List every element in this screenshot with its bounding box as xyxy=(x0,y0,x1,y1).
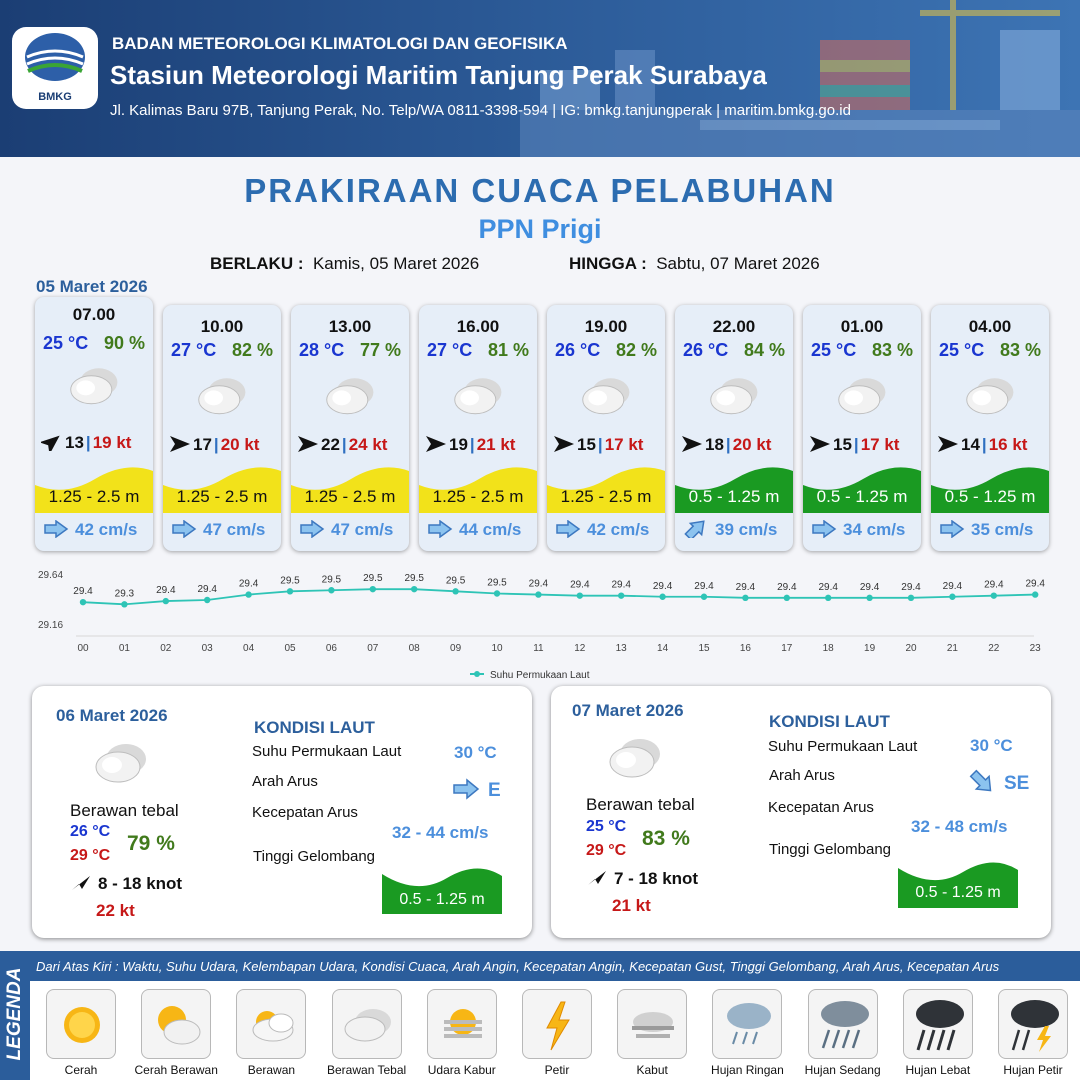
legend-item-label: Hujan Petir xyxy=(1003,1063,1063,1077)
x-tick-label: 11 xyxy=(533,643,544,654)
sun-icon xyxy=(53,996,111,1054)
forecast-time: 01.00 xyxy=(840,317,884,336)
data-point xyxy=(908,595,914,601)
forecast-humidity: 83 % xyxy=(999,340,1041,360)
day2-panel xyxy=(32,686,532,938)
data-label: 29.4 xyxy=(777,581,797,593)
data-point xyxy=(991,592,997,598)
forecast-gust: 20 kt xyxy=(220,435,260,454)
data-label: 29.4 xyxy=(942,580,963,592)
day3-sst: 30 °C xyxy=(970,736,1013,755)
day2-current-direction xyxy=(452,778,501,802)
current-arrow-icon xyxy=(555,520,581,538)
current-arrow-icon xyxy=(427,520,453,538)
forecast-gust: 17 kt xyxy=(604,435,644,454)
legend-item-label: Cerah xyxy=(64,1063,98,1077)
forecast-card xyxy=(931,305,1049,551)
haze-icon xyxy=(434,996,492,1054)
day2-wind-speed: 8 - 18 knot xyxy=(98,874,183,893)
day3-gust: 21 kt xyxy=(612,896,651,915)
day2-date: 06 Maret 2026 xyxy=(56,706,168,725)
forecast-current-speed: 39 cm/s xyxy=(715,520,778,539)
forecast-card xyxy=(35,297,153,551)
data-label: 29.4 xyxy=(197,584,217,595)
x-tick-label: 13 xyxy=(615,643,627,654)
data-label: 29.4 xyxy=(901,581,921,593)
sun-cloud-icon xyxy=(148,996,206,1054)
overcast-icon xyxy=(606,736,666,780)
forecast-humidity: 84 % xyxy=(743,340,785,360)
wind-arrow-icon xyxy=(553,435,575,453)
data-label: 29.5 xyxy=(404,573,424,585)
forecast-time: 13.00 xyxy=(328,317,372,336)
legend-item xyxy=(522,989,592,1059)
forecast-temperature: 27 °C xyxy=(427,340,473,360)
legend-description: Dari Atas Kiri : Waktu, Suhu Udara, Kelembapan Udara, Kondisi Cuaca, Arah Angin, Kecepatan Angin, Kecepatan Gust, Tinggi Gelombang, Arah Arus, Kecepatan Arus xyxy=(30,951,1080,981)
forecast-temperature: 28 °C xyxy=(299,340,345,360)
day1-date: 05 Maret 2026 xyxy=(36,277,148,296)
x-tick-label: 03 xyxy=(201,643,213,654)
day2-humidity: 79 % xyxy=(127,832,175,855)
x-tick-label: 01 xyxy=(118,643,130,654)
wind-arrow-icon xyxy=(681,435,703,453)
valid-to-label: HINGGA : xyxy=(569,254,647,273)
logo-text: BMKG xyxy=(38,91,72,103)
valid-from-label: BERLAKU : xyxy=(210,254,304,273)
forecast-wind: 15 | 17 kt xyxy=(553,435,663,455)
forecast-wind-speed: 13 xyxy=(65,433,84,452)
forecast-card xyxy=(163,305,281,551)
forecast-humidity: 90 % xyxy=(103,333,145,353)
valid-to xyxy=(569,254,820,274)
legend-item-label: Berawan xyxy=(247,1063,296,1077)
data-point xyxy=(949,594,955,600)
legend-item xyxy=(236,989,306,1059)
fog-icon xyxy=(624,996,682,1054)
day2-sst: 30 °C xyxy=(454,743,497,762)
day2-sst-label: Suhu Permukaan Laut xyxy=(252,743,402,760)
overcast-icon xyxy=(579,375,635,417)
data-point xyxy=(80,599,86,605)
wind-arrow-icon xyxy=(297,435,319,453)
forecast-gust: 24 kt xyxy=(348,435,388,454)
x-tick-label: 20 xyxy=(905,643,917,654)
x-tick-label: 10 xyxy=(491,643,503,654)
overcast-icon xyxy=(339,996,397,1054)
station-address: Jl. Kalimas Baru 97B, Tanjung Perak, No. Telp/WA 0811-3398-594 | IG: bmkg.tanjungperak | maritim.bmkg.go.id xyxy=(110,102,851,119)
forecast-wind: 15 | 17 kt xyxy=(809,435,919,455)
data-point xyxy=(618,592,624,598)
x-tick-label: 19 xyxy=(864,643,876,654)
forecast-card xyxy=(291,305,409,551)
day2-wave-height: 0.5 - 1.25 m xyxy=(399,891,485,908)
forecast-wind: 13 | 19 kt xyxy=(41,433,151,453)
x-tick-label: 14 xyxy=(657,643,669,654)
forecast-time: 22.00 xyxy=(712,317,756,336)
forecast-gust: 16 kt xyxy=(988,435,1028,454)
forecast-current-speed: 47 cm/s xyxy=(203,520,266,539)
data-label: 29.4 xyxy=(1025,578,1045,590)
day3-condition: Berawan tebal xyxy=(586,795,695,814)
forecast-temperature: 26 °C xyxy=(555,340,601,360)
legend-item xyxy=(617,989,687,1059)
forecast-wave-height: 1.25 - 2.5 m xyxy=(176,487,268,506)
valid-to-value: Sabtu, 07 Maret 2026 xyxy=(656,254,820,273)
forecast-card xyxy=(419,305,537,551)
wind-arrow-icon xyxy=(169,435,191,453)
overcast-icon xyxy=(92,741,152,785)
light-rain-icon xyxy=(719,996,777,1054)
day3-wind xyxy=(586,869,698,889)
data-label: 29.5 xyxy=(445,575,466,587)
forecast-wind: 14 | 16 kt xyxy=(937,435,1047,455)
day3-wave-label: Tinggi Gelombang xyxy=(769,841,892,858)
data-point xyxy=(452,588,458,594)
x-tick-label: 07 xyxy=(367,643,379,654)
current-arrow-icon xyxy=(171,520,197,538)
data-label: 29.4 xyxy=(694,580,714,592)
legend-title-bar xyxy=(0,951,30,1080)
forecast-humidity: 83 % xyxy=(871,340,913,360)
data-point xyxy=(411,586,417,592)
forecast-temperature: 26 °C xyxy=(683,340,729,360)
data-point xyxy=(701,594,707,600)
forecast-current xyxy=(811,520,905,540)
day2-temp-min: 26 °C xyxy=(70,823,111,840)
forecast-wave-height: 1.25 - 2.5 m xyxy=(560,487,652,506)
day2-wind xyxy=(70,874,182,894)
day3-wind-speed: 7 - 18 knot xyxy=(614,869,699,888)
data-point xyxy=(494,590,500,596)
forecast-humidity: 77 % xyxy=(359,340,401,360)
data-label: 29.4 xyxy=(156,585,176,597)
day3-current-dir: SE xyxy=(1004,773,1030,794)
y-tick-label: 29.16 xyxy=(38,620,64,631)
forecast-wave-height: 1.25 - 2.5 m xyxy=(48,487,140,506)
data-label: 29.4 xyxy=(570,579,590,591)
data-label: 29.4 xyxy=(984,579,1004,591)
x-tick-label: 16 xyxy=(739,643,751,654)
forecast-wind-speed: 15 xyxy=(577,435,596,454)
forecast-wind-speed: 18 xyxy=(705,435,724,454)
data-point xyxy=(784,595,790,601)
forecast-current xyxy=(43,520,137,540)
forecast-card xyxy=(547,305,665,551)
current-arrow-icon xyxy=(452,778,480,800)
day2-current-dir-label: Arah Arus xyxy=(252,773,318,790)
x-tick-label: 17 xyxy=(781,643,793,654)
y-tick-label: 29.64 xyxy=(38,570,64,581)
day3-current-speed: 32 - 48 cm/s xyxy=(911,817,1008,836)
forecast-current-speed: 44 cm/s xyxy=(459,520,522,539)
forecast-current-speed: 34 cm/s xyxy=(843,520,906,539)
legend-item xyxy=(332,989,402,1059)
x-tick-label: 04 xyxy=(243,643,255,654)
forecast-wave-height: 0.5 - 1.25 m xyxy=(944,487,1036,506)
overcast-icon xyxy=(963,375,1019,417)
data-label: 29.4 xyxy=(611,579,631,591)
data-label: 29.4 xyxy=(818,581,838,593)
data-point xyxy=(163,598,169,604)
current-arrow-icon xyxy=(299,520,325,538)
forecast-gust: 17 kt xyxy=(860,435,900,454)
forecast-wave-height: 0.5 - 1.25 m xyxy=(688,487,780,506)
forecast-temperature: 27 °C xyxy=(171,340,217,360)
forecast-wind-speed: 17 xyxy=(193,435,212,454)
legend-item xyxy=(903,989,973,1059)
data-label: 29.5 xyxy=(487,577,507,589)
legend-item xyxy=(46,989,116,1059)
current-arrow-icon xyxy=(811,520,837,538)
thunderstorm-icon xyxy=(1005,996,1063,1054)
forecast-wave-height: 0.5 - 1.25 m xyxy=(816,487,908,506)
forecast-time: 19.00 xyxy=(584,317,628,336)
cloudy-icon xyxy=(243,996,301,1054)
bmkg-logo xyxy=(12,27,98,109)
current-arrow-icon xyxy=(964,764,999,799)
valid-from-value: Kamis, 05 Maret 2026 xyxy=(312,254,480,273)
overcast-icon xyxy=(835,375,891,417)
forecast-time: 10.00 xyxy=(200,317,244,336)
forecast-current-speed: 35 cm/s xyxy=(971,520,1034,539)
data-point xyxy=(577,592,583,598)
day3-panel xyxy=(551,686,1051,938)
forecast-gust: 19 kt xyxy=(92,433,132,452)
data-point xyxy=(245,591,251,597)
wind-arrow-icon xyxy=(937,435,959,453)
day2-wave-label: Tinggi Gelombang xyxy=(253,848,376,865)
legend-item-label: Udara Kabur xyxy=(427,1063,496,1077)
sea-surface-temperature-chart xyxy=(0,560,1080,685)
data-label: 29.4 xyxy=(652,580,673,592)
data-label: 29.3 xyxy=(114,588,135,600)
day3-current-direction xyxy=(968,771,1029,795)
data-point xyxy=(287,588,293,594)
forecast-current xyxy=(939,520,1033,540)
agency-name: BADAN METEOROLOGI KLIMATOLOGI DAN GEOFISIKA xyxy=(112,34,568,53)
series-line xyxy=(83,589,1035,604)
legend-item-label: Hujan Lebat xyxy=(905,1063,971,1077)
forecast-wind: 22 | 24 kt xyxy=(297,435,407,455)
forecast-current xyxy=(427,520,521,540)
moderate-rain-icon xyxy=(815,996,873,1054)
forecast-current xyxy=(683,520,777,540)
data-label: 29.4 xyxy=(528,578,549,590)
data-label: 29.5 xyxy=(280,575,300,587)
forecast-wind-speed: 22 xyxy=(321,435,340,454)
wind-arrow-icon xyxy=(809,435,831,453)
legend-item xyxy=(712,989,782,1059)
day2-current-dir: E xyxy=(488,780,501,801)
day3-sst-label: Suhu Permukaan Laut xyxy=(768,738,918,755)
x-tick-label: 06 xyxy=(325,643,337,654)
legend-item-label: Hujan Ringan xyxy=(711,1063,784,1077)
forecast-current xyxy=(555,520,649,540)
forecast-card xyxy=(675,305,793,551)
legend-swatch-dot xyxy=(474,671,480,677)
forecast-temperature: 25 °C xyxy=(811,340,857,360)
day2-current-speed-label: Kecepatan Arus xyxy=(252,804,358,821)
forecast-gust: 21 kt xyxy=(476,435,516,454)
data-point xyxy=(866,595,872,601)
data-label: 29.5 xyxy=(321,574,342,586)
legend-item-label: Berawan Tebal xyxy=(327,1063,407,1077)
overcast-icon xyxy=(451,375,507,417)
x-tick-label: 21 xyxy=(946,643,958,654)
data-point xyxy=(1032,591,1038,597)
forecast-temperature: 25 °C xyxy=(43,333,89,353)
forecast-current-speed: 42 cm/s xyxy=(75,520,138,539)
forecast-wind-speed: 15 xyxy=(833,435,852,454)
legend-item xyxy=(141,989,211,1059)
valid-from xyxy=(210,254,479,274)
legend-item-label: Petir xyxy=(544,1063,570,1077)
legend xyxy=(0,951,1080,1080)
x-tick-label: 08 xyxy=(408,643,420,654)
day3-temp-min: 25 °C xyxy=(586,818,627,835)
day3-wave-height: 0.5 - 1.25 m xyxy=(915,884,1001,901)
forecast-temperature: 25 °C xyxy=(939,340,985,360)
day2-sea-heading: KONDISI LAUT xyxy=(254,718,375,737)
header-banner xyxy=(0,0,1080,157)
data-label: 29.4 xyxy=(238,578,259,590)
forecast-humidity: 81 % xyxy=(487,340,529,360)
forecast-humidity: 82 % xyxy=(231,340,273,360)
day3-humidity: 83 % xyxy=(642,827,690,850)
data-point xyxy=(370,586,376,592)
day2-condition: Berawan tebal xyxy=(70,801,179,820)
data-label: 29.4 xyxy=(73,586,93,598)
forecast-card xyxy=(803,305,921,551)
forecast-current-speed: 42 cm/s xyxy=(587,520,650,539)
forecast-time: 07.00 xyxy=(72,305,116,324)
forecast-current xyxy=(299,520,393,540)
overcast-icon xyxy=(195,375,251,417)
x-tick-label: 18 xyxy=(822,643,834,654)
overcast-icon xyxy=(707,375,763,417)
current-arrow-icon xyxy=(683,520,709,538)
legend-item xyxy=(808,989,878,1059)
data-point xyxy=(121,601,127,607)
legend-title: LEGENDA xyxy=(4,967,25,1061)
forecast-wave-height: 1.25 - 2.5 m xyxy=(432,487,524,506)
x-tick-label: 12 xyxy=(574,643,586,654)
lightning-icon xyxy=(529,996,587,1054)
x-tick-label: 22 xyxy=(988,643,1000,654)
data-label: 29.4 xyxy=(735,581,756,593)
x-tick-label: 00 xyxy=(77,643,89,654)
forecast-wave-height: 1.25 - 2.5 m xyxy=(304,487,396,506)
legend-item xyxy=(427,989,497,1059)
data-point xyxy=(825,595,831,601)
data-point xyxy=(535,591,541,597)
forecast-current-speed: 47 cm/s xyxy=(331,520,394,539)
data-label: 29.5 xyxy=(363,573,383,585)
day3-current-dir-label: Arah Arus xyxy=(769,767,835,784)
legend-item xyxy=(998,989,1068,1059)
legend-item-label: Kabut xyxy=(636,1063,668,1077)
overcast-icon xyxy=(67,365,123,407)
forecast-humidity: 82 % xyxy=(615,340,657,360)
legend-item-label: Hujan Sedang xyxy=(804,1063,881,1077)
forecast-time: 16.00 xyxy=(456,317,500,336)
forecast-current xyxy=(171,520,265,540)
day3-sea-heading: KONDISI LAUT xyxy=(769,712,890,731)
forecast-wind-speed: 19 xyxy=(449,435,468,454)
x-tick-label: 23 xyxy=(1029,643,1041,654)
wind-arrow-icon xyxy=(41,433,63,451)
day2-gust: 22 kt xyxy=(96,901,135,920)
x-tick-label: 09 xyxy=(450,643,462,654)
legend-item-label: Cerah Berawan xyxy=(134,1063,218,1077)
forecast-wind: 18 | 20 kt xyxy=(681,435,791,455)
forecast-time: 04.00 xyxy=(968,317,1012,336)
current-arrow-icon xyxy=(43,520,69,538)
day2-current-speed: 32 - 44 cm/s xyxy=(392,823,489,842)
x-tick-label: 05 xyxy=(284,643,296,654)
data-label: 29.4 xyxy=(859,581,880,593)
station-name: Stasiun Meteorologi Maritim Tanjung Perak Surabaya xyxy=(110,60,767,90)
data-point xyxy=(328,587,334,593)
day3-temp-max: 29 °C xyxy=(586,842,627,859)
legend-label: Suhu Permukaan Laut xyxy=(490,670,590,681)
x-tick-label: 15 xyxy=(698,643,710,654)
overcast-icon xyxy=(323,375,379,417)
port-name: PPN Prigi xyxy=(478,214,602,244)
wind-arrow-icon xyxy=(70,875,92,891)
data-point xyxy=(659,594,665,600)
data-point xyxy=(204,597,210,603)
current-arrow-icon xyxy=(939,520,965,538)
x-tick-label: 02 xyxy=(160,643,172,654)
day3-current-speed-label: Kecepatan Arus xyxy=(768,799,874,816)
forecast-wind: 17 | 20 kt xyxy=(169,435,279,455)
page-title: PRAKIRAAN CUACA PELABUHAN xyxy=(244,172,836,209)
forecast-wind-speed: 14 xyxy=(961,435,980,454)
wind-arrow-icon xyxy=(425,435,447,453)
forecast-gust: 20 kt xyxy=(732,435,772,454)
data-point xyxy=(742,595,748,601)
day3-date: 07 Maret 2026 xyxy=(572,701,684,720)
heavy-rain-icon xyxy=(910,996,968,1054)
day2-temp-max: 29 °C xyxy=(70,847,111,864)
wind-arrow-icon xyxy=(586,870,608,886)
forecast-wind: 19 | 21 kt xyxy=(425,435,535,455)
